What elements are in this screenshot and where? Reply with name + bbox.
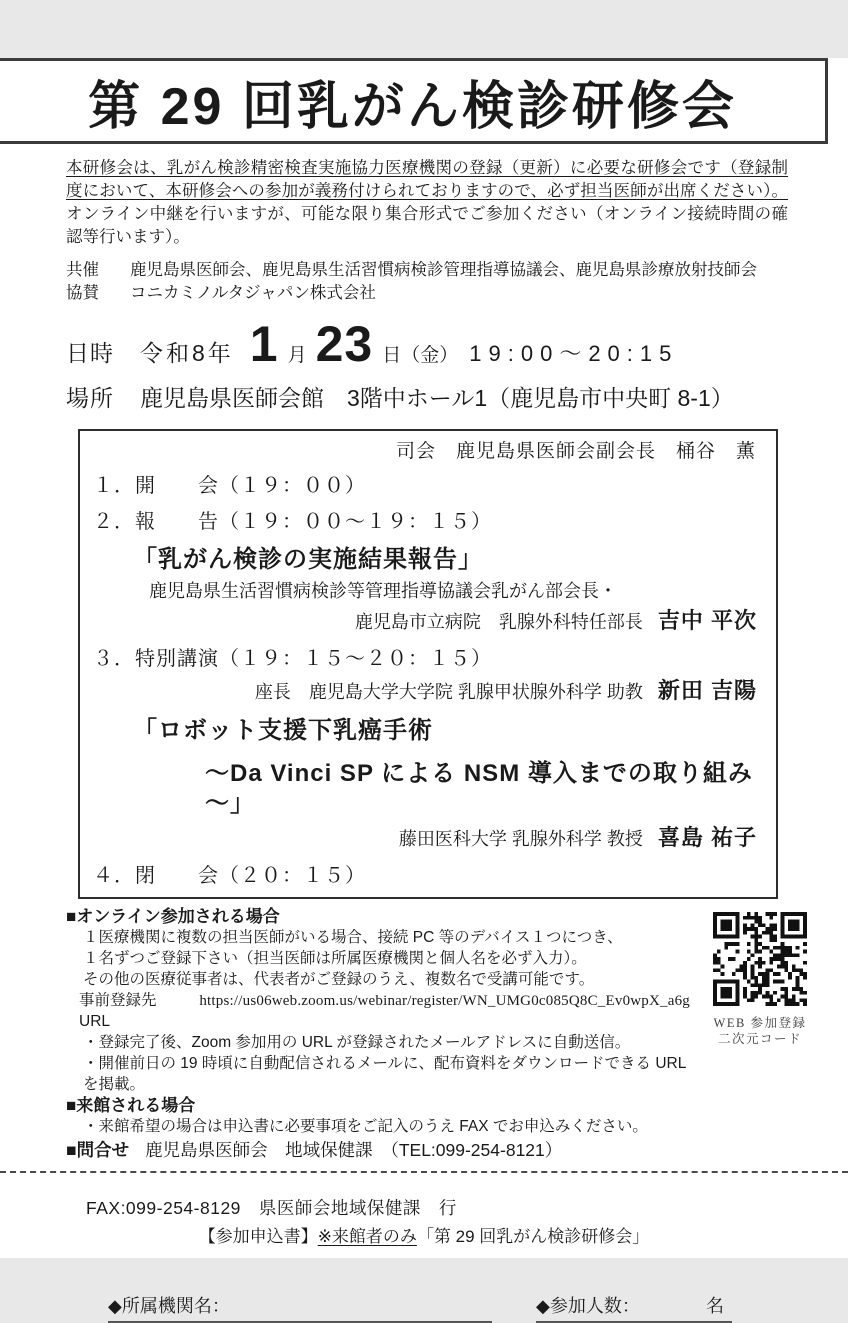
online-bullet-2: ・開催前日の 19 時頃に自動配信されるメールに、配布資料をダウンロードできる URL を掲載。 xyxy=(83,1055,686,1093)
sponsor-row xyxy=(66,282,848,305)
program-item-lecture: ３．特別講演（１９：１５～２０：１５） xyxy=(93,648,492,670)
hosts-block xyxy=(66,259,848,305)
report-title: 「乳がん検診の実施結果報告」 xyxy=(133,546,483,573)
application-form-title xyxy=(0,1225,848,1248)
venue-text: 鹿児島県医師会館 3階中ホール1（鹿児島市中央町 8-1） xyxy=(140,385,734,411)
program-item-opening: １．開 会（１９：００） xyxy=(93,475,366,497)
report-speaker-name: 吉中 平次 xyxy=(657,608,757,633)
form-event-name: 「第 29 回乳がん検診研修会」 xyxy=(416,1227,650,1246)
intro-underlined-text: 本研修会は、乳がん検診精密検査実施協力医療機関の登録（更新）に必要な研修会です（登録制度において、本研修会への参加が義務付けられておりますので、必ず担当医師が出席ください）。 xyxy=(66,159,788,200)
participant-count-unit: 名 xyxy=(706,1296,724,1316)
program-box xyxy=(78,429,778,899)
lecturer-row xyxy=(93,824,760,853)
venue-label: 場所 xyxy=(66,385,114,411)
program-item-closing: ４．閉 会（２０：１５） xyxy=(93,865,366,887)
fax-line: FAX:099-254-8129 県医師会地域保健課 行 xyxy=(86,1198,457,1218)
online-line-1: １医療機関に複数の担当医師がいる場合、接続 PC 等のデバイス１つにつき、 xyxy=(83,929,623,946)
form-note: ※来館者のみ xyxy=(317,1227,417,1246)
datetime-era: 令和8年 xyxy=(140,340,234,366)
title-box xyxy=(0,58,828,144)
online-line-3: その他の医療従事者は、代表者がご登録のうえ、複数名で受講可能です。 xyxy=(83,971,595,988)
chair-name: 新田 吉陽 xyxy=(657,678,757,703)
chair-affiliation: 座長 鹿児島大学大学院 乳腺甲状腺外科学 助教 xyxy=(254,682,643,702)
cohost-text: 鹿児島県医師会、鹿児島県生活習慣病検診管理指導協議会、鹿児島県診療放射技師会 xyxy=(130,261,757,279)
online-header: ■オンライン参加される場合 xyxy=(66,907,280,926)
page-title: 第 29 回乳がん検診研修会 xyxy=(88,77,737,136)
program-item-report: ２．報 告（１９：００～１９：１５） xyxy=(93,511,492,533)
contact-text: 鹿児島県医師会 地域保健課 （TEL:099-254-8121） xyxy=(145,1140,563,1160)
online-section xyxy=(66,906,848,1095)
online-line-2: １名ずつご登録下さい（担当医師は所属医療機関と個人名を必ず入力）。 xyxy=(83,950,587,967)
organization-label: ◆所属機関名： xyxy=(108,1296,230,1316)
qr-code xyxy=(713,912,807,1006)
cohost-row xyxy=(66,259,848,282)
cutoff-dashed-line xyxy=(0,1171,848,1173)
datetime-time: 19:00～20:15 xyxy=(469,341,679,366)
datetime-month-suffix: 月 xyxy=(287,345,307,366)
lecture-title-line1: 「ロボット支援下乳癌手術 xyxy=(133,717,433,744)
report-speaker-row xyxy=(93,607,760,636)
registration-url-row xyxy=(79,990,690,1032)
qr-caption-line1: WEB 参加登録 xyxy=(713,1016,807,1030)
registration-url-label: 事前登録先 URL xyxy=(79,992,157,1030)
online-text-column xyxy=(66,906,690,1095)
visit-header: ■来館される場合 xyxy=(66,1096,196,1115)
report-affiliation: 鹿児島県生活習慣病検診等管理指導協議会乳がん部会長・ xyxy=(149,581,617,601)
datetime-day-suffix: 日（金） xyxy=(382,345,459,366)
visit-line: ・来館希望の場合は申込書に必要事項をご記入のうえ FAX でお申込みください。 xyxy=(83,1118,648,1135)
lecturer-affiliation: 藤田医科大学 乳腺外科学 教授 xyxy=(398,829,643,849)
registration-url: https://us06web.zoom.us/webinar/register/WN_UMG0c085Q8C_Ev0wpX_a6g xyxy=(199,993,690,1009)
lecturer-name: 喜島 祐子 xyxy=(657,825,757,850)
contact-header: ■問合せ xyxy=(66,1140,130,1160)
fax-block xyxy=(86,1197,848,1220)
cohost-label: 共催 xyxy=(66,261,99,279)
sponsor-label: 協賛 xyxy=(66,284,99,302)
report-speaker-affiliation: 鹿児島市立病院 乳腺外科特任部長 xyxy=(354,612,643,632)
qr-caption-line2: 二次元コード xyxy=(717,1032,802,1046)
datetime-row xyxy=(66,316,848,372)
contact-row xyxy=(66,1139,848,1162)
lecture-title-line2: ～Da Vinci SP による NSM 導入までの取り組み～」 xyxy=(205,760,753,817)
visit-section xyxy=(66,1095,848,1137)
intro-paragraph xyxy=(66,157,788,249)
application-form-row xyxy=(108,1292,804,1323)
participant-count-field[interactable] xyxy=(536,1292,732,1323)
datetime-label: 日時 xyxy=(66,340,114,366)
participant-count-label: ◆参加人数： xyxy=(536,1296,640,1316)
program-moderator: 司会 鹿児島県医師会副会長 桶谷 薫 xyxy=(395,441,756,462)
venue-row xyxy=(66,380,848,413)
qr-block xyxy=(690,906,830,1095)
datetime-month: 1 xyxy=(249,316,279,372)
chair-row xyxy=(93,677,760,706)
intro-rest-text: オンライン中継を行いますが、可能な限り集合形式でご参加ください（オンライン接続時間の確認等行います）。 xyxy=(66,205,788,246)
sponsor-text: コニカミノルタジャパン株式会社 xyxy=(130,284,376,302)
datetime-day: 23 xyxy=(315,316,374,372)
organization-field[interactable] xyxy=(108,1292,492,1323)
flyer-page xyxy=(0,58,848,1316)
online-bullet-1: ・登録完了後、Zoom 参加用の URL が登録されたメールアドレスに自動送信。 xyxy=(83,1034,631,1051)
qr-caption xyxy=(690,1015,830,1047)
form-title-bracket: 【参加申込書】 xyxy=(198,1227,318,1246)
